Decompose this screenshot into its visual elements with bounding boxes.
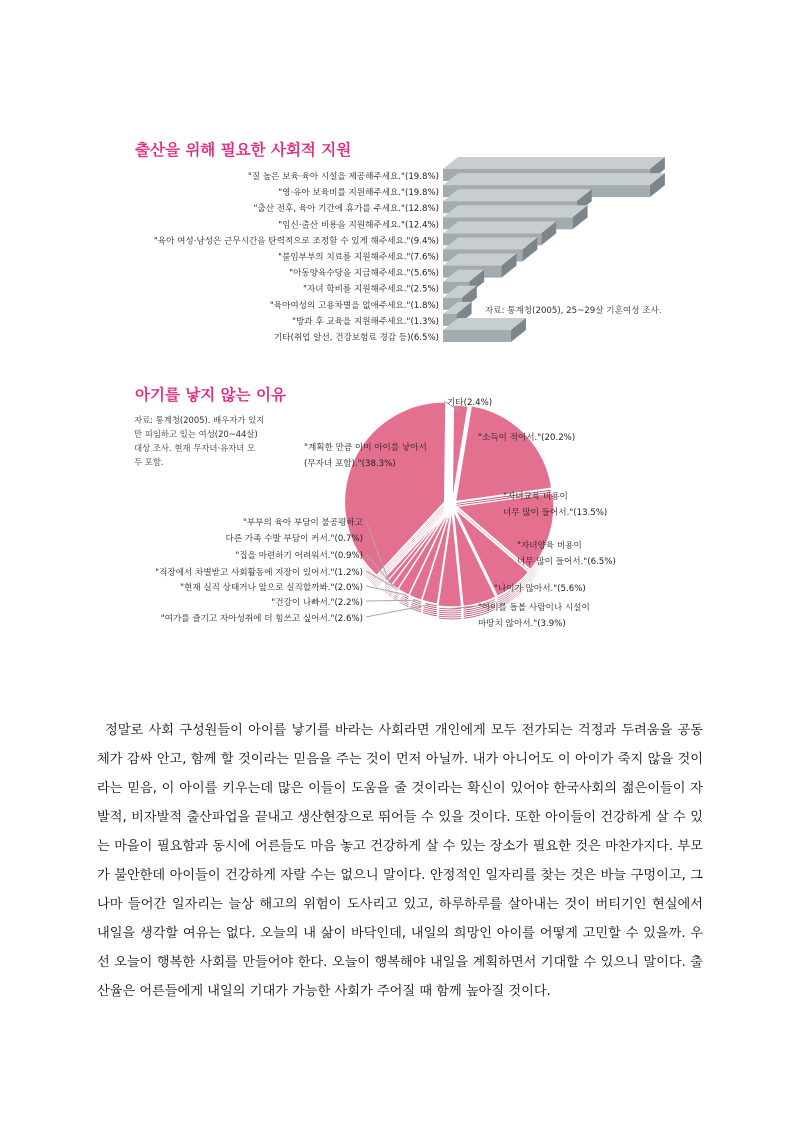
- source-note-line: 두 포함.: [134, 457, 164, 467]
- pie-label: "부부의 육아 부담이 불공평하고: [242, 518, 363, 528]
- bar-top: [443, 205, 588, 217]
- bar-top: [443, 157, 665, 169]
- bar-label: "방과 후 교육을 지원해주세요."(1.3%): [292, 316, 439, 327]
- pie-label: "자녀교육 비용이: [503, 492, 568, 502]
- bar-label: "불임부부의 치료를 지원해주세요."(7.6%): [278, 252, 439, 263]
- pie-label: "여가를 즐기고 자아성취에 더 힘쓰고 싶어서."(2.6%): [160, 614, 363, 624]
- pie-slice: [456, 406, 552, 502]
- bar-label: "임신·출산 비용을 지원해주세요."(12.4%): [278, 220, 439, 231]
- pie-label: "현재 실직 상태거나 앞으로 실직할까봐."(2.0%): [180, 583, 363, 593]
- pie-label: "소득이 적어서."(20.2%): [478, 433, 576, 443]
- bar-label: 기타(취업 알선, 건강보험료 경감 등)(6.5%): [273, 333, 439, 343]
- pie-label: "건강이 나빠서."(2.2%): [271, 598, 363, 608]
- bar: [443, 330, 511, 342]
- pie-label: "집을 마련하기 어려워서."(0.9%): [235, 551, 363, 561]
- article-paragraph: 정말로 사회 구성원들이 아이를 낳기를 바라는 사회라면 개인에게 모두 전가되는 걱정과 두려움을 공동체가 감싸 안고, 함께 할 것이라는 믿음을 주는 것이 먼저 아닐까. 내가 아니어도 이 아이가 죽지 않을 것이라는 믿음, 이 아이를 키우는데 많은 이들이 도움을 줄 것이라는 확신이 있어야 한국사회의 젊은이들이 자발적, 비자발적 출산파업을 끝내고 생산현장으로 뛰어들 수 있을 것이다. 또한 아이들이 건강하게 살 수 있는 마을이 필요함과 동시에 어른들도 마음 놓고 건강하게 살 수 있는 장소가 필요한 것은 마찬가지다. 부모가 불안한데 아이들이 건강하게 자랄 수는 없으니 말이다. 안정적인 일자리를 찾는 것은 바늘 구멍이고, 그나마 들어간 일자리는 늘상 해고의 위험이 도사리고 있고, 하루하루를 살아내는 것이 버티기인 현실에서 내일을 생각할 여유는 없다. 오늘의 내 삶이 바닥인데, 내일의 희망인 아이를 어떻게 고민할 수 있을까. 우선 오늘이 행복한 사회를 만들어야 한다. 오늘이 행복해야 내일을 계획하면서 기대할 수 있으니 말이다. 출산율은 어른들에게 내일의 기대가 가능한 사회가 주어질 때 함께 높아질 것이다.: [97, 723, 703, 999]
- bar-label: "자녀 학비를 지원해주세요."(2.5%): [303, 284, 439, 295]
- pie-label: 너무 많이 들어서."(6.5%): [517, 557, 616, 567]
- source-note-line: 자료: 통계청(2005). 배우자가 있지: [134, 415, 265, 425]
- bar-label: "출산 전후, 육아 기간에 휴가를 주세요."(12.8%): [253, 204, 439, 215]
- pie-label: (무자녀 포함)."(38.3%): [304, 459, 396, 469]
- bar-top: [443, 221, 556, 233]
- pie-label: 마땅치 않아서."(3.9%): [478, 619, 566, 629]
- pie-label: 다른 가족 수발 부담이 커서."(0.7%): [225, 534, 363, 544]
- pie-label: "나이가 많아서."(5.6%): [494, 584, 586, 594]
- bar-chart-title: 출산을 위해 필요한 사회적 지원: [135, 141, 352, 159]
- source-note-line: 대상 조사. 현재 무자녀·유자녀 모: [134, 443, 256, 453]
- reasons-pie-chart: [134, 385, 616, 629]
- support-bar-chart: [135, 140, 665, 343]
- pie-label: 기타(2.4%): [447, 398, 493, 408]
- pie-chart-source-note: [134, 415, 264, 467]
- pie-label: "직장에서 차별받고 사회활동에 지장이 있어서."(1.2%): [155, 568, 363, 578]
- bar-chart-source-note: 자료: 통계청(2005), 25~29살 기혼여성 조사.: [485, 306, 662, 316]
- source-note-line: 만 피임하고 있는 여성(20~44살): [134, 429, 258, 439]
- pie-label: 너무 많이 들어서."(13.5%): [503, 508, 608, 518]
- bar-labels: [154, 170, 439, 343]
- bar-label: "영·유아 보육비를 지원해주세요."(19.8%): [278, 188, 439, 199]
- bar-label: "아동양육수당을 지급해주세요."(5.6%): [289, 268, 439, 279]
- pie-label: "아이를 돌볼 사람이나 시설이: [478, 603, 590, 613]
- bar-top: [443, 238, 537, 250]
- bar-top: [443, 189, 592, 201]
- bar-top: [443, 173, 665, 185]
- pie-label: "자녀양육 비용이: [517, 541, 582, 551]
- pie-label: "계획한 만큼 이미 아이를 낳아서: [304, 443, 427, 453]
- bar-label: "질 높은 보육·육아 시설을 제공해주세요."(19.8%): [247, 172, 439, 182]
- bar-label: "육아여성의 고용차별을 없애주세요."(1.8%): [269, 300, 439, 311]
- bar-label: "육아 여성·남성은 근무시간을 탄력적으로 조정할 수 있게 해주세요."(9.4%): [153, 236, 439, 247]
- pie-chart-title: 아기를 낳지 않는 이유: [135, 386, 286, 404]
